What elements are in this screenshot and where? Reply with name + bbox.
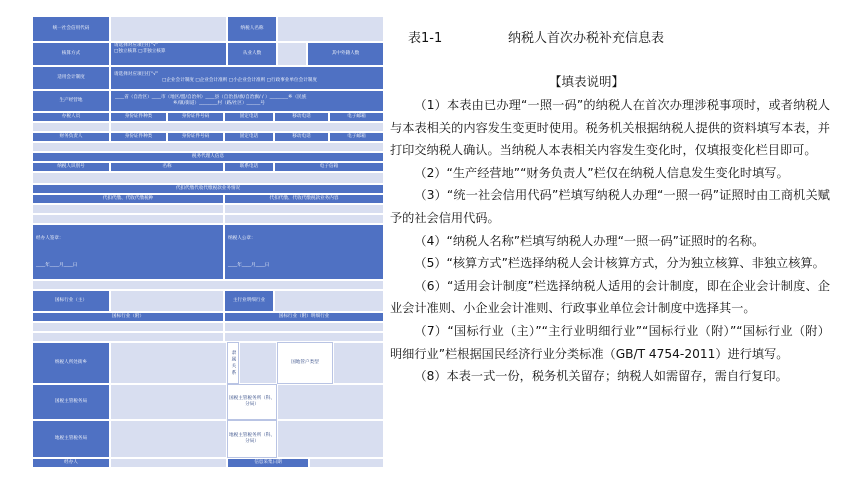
local-tax-office-field[interactable]	[110, 420, 227, 458]
instruction-note: （1）本表由已办理“一照一码”的纳税人在首次办理涉税事项时，或者纳税人与本表相关的内容发生变更时使用。税务机关根据纳税人提供的资料填写本表，并打印交纳税人确认。当纳税人本表相关内容发生变化时，仅填报变化栏目即可。	[390, 98, 830, 158]
withholding-row-2b[interactable]	[224, 214, 384, 224]
instruction-note: （4）“纳税人名称”栏填写纳税人办理“一照一码”证照时的名称。	[414, 233, 765, 248]
industry-main-label: 国标行业（主）	[32, 290, 110, 312]
industry-blank-row	[32, 280, 384, 290]
accounting-system-options-text: □企业会计制度 □企业会计准则 □小企业会计准则 □行政事业单位会计制度	[162, 78, 317, 83]
national-tax-office-field[interactable]	[110, 384, 227, 420]
finance-mobile: 移动电话	[274, 132, 329, 142]
finance-email: 电子邮箱	[329, 132, 384, 142]
agent-email-label: 电子信箱	[274, 162, 384, 172]
credit-code-field[interactable]	[110, 16, 227, 42]
state-account-field[interactable]	[333, 342, 384, 384]
receipt-date-label: 信息采集日期	[227, 458, 309, 468]
taxpayer-name-field[interactable]	[277, 16, 384, 42]
industry-sub-field-1[interactable]	[32, 322, 224, 332]
handler-field[interactable]	[110, 458, 227, 468]
local-tax-branch-field[interactable]	[277, 420, 384, 458]
legal-rep-id-type: 身份证件种类	[110, 112, 167, 122]
handler-label: 经办人	[32, 458, 110, 468]
sub-industry-detail-field-2[interactable]	[224, 332, 384, 342]
tax-info-form	[32, 16, 384, 468]
industry-main-field[interactable]	[110, 290, 224, 312]
credit-code-label: 统一社会信用代码	[32, 16, 110, 42]
state-account-label: 国地管户类型	[277, 342, 333, 384]
legal-rep-row-blank[interactable]	[32, 122, 110, 132]
accounting-method-options[interactable]	[110, 42, 227, 66]
instruction-note: （8）本表一式一份，税务机关留存；纳税人如需留存，需自行复印。	[414, 369, 788, 384]
finance-values[interactable]	[32, 142, 384, 152]
legal-rep-email: 电子邮箱	[329, 112, 384, 122]
accounting-options-text: □独立核算 □非独立核算	[114, 48, 166, 54]
instructions-heading: 【填表说明】	[549, 74, 625, 89]
instruction-note: （2）“生产经营地”“财务负责人”栏仅在纳税人信息发生变化时填写。	[414, 165, 789, 180]
local-tax-branch-label: 地税主管税务所（科、分局）	[227, 420, 277, 458]
employees-field[interactable]	[277, 42, 307, 66]
address-line-1: ____省（自治区）____市（地区/盟/自治州）____县（自治县/旗/自治旗/ / ）________乡（民族	[115, 95, 307, 101]
legal-rep-landline: 固定电话	[224, 112, 274, 122]
national-tax-branch-label: 国税主管税务所（科、分局）	[227, 384, 277, 420]
handler-signature-date: ____年____月____日	[36, 262, 78, 268]
withholding-row-1b[interactable]	[224, 204, 384, 214]
main-industry-detail-field[interactable]	[274, 290, 384, 312]
taxpayer-seal-date: ____年____月____日	[228, 262, 270, 268]
legal-rep-mobile: 移动电话	[274, 112, 329, 122]
finance-id-type: 身份证件种类	[110, 132, 167, 142]
industry-sub-label: 国标行业（附）	[32, 312, 224, 322]
table-number: 表1-1	[408, 31, 443, 46]
withholding-items-label: 代扣代缴、代收代缴税种	[32, 194, 224, 204]
handler-signature-label: 经办人签章：	[36, 235, 64, 241]
instructions-list	[390, 94, 830, 388]
local-tax-office-label: 地税主管税务局	[32, 420, 110, 458]
withholding-row-2a[interactable]	[32, 214, 224, 224]
legal-rep-values[interactable]	[110, 122, 384, 132]
receipt-date-field[interactable]	[309, 458, 384, 468]
agent-name-label: 名称	[110, 162, 224, 172]
agent-id-label: 纳税人识别号	[32, 162, 110, 172]
national-tax-office-label: 国税主管税务局	[32, 384, 110, 420]
industry-sub-field-2[interactable]	[32, 332, 224, 342]
affiliation-label: 纳税人所处街乡	[32, 342, 110, 384]
sub-industry-detail-label: 国标行业（附）明细行业	[224, 312, 384, 322]
employees-label: 从业人数	[227, 42, 277, 66]
taxpayer-name-label: 纳税人名称	[227, 16, 277, 42]
affiliation-rel-label: 隶属关系	[227, 342, 239, 384]
business-location-label: 生产经营地	[32, 90, 110, 112]
finance-head-label: 财务负责人	[32, 132, 110, 142]
instruction-note: （3）“统一社会信用代码”栏填写纳税人办理“一照一码”证照时由工商机关赋予的社会信用代码。	[390, 188, 830, 225]
page-title: 纳税人首次办税补充信息表	[508, 31, 665, 46]
withholding-content-label: 代扣代缴、代收代缴税款业务内容	[224, 194, 384, 204]
withholding-header: 代扣代缴代收代缴税款业务情况	[32, 184, 384, 194]
agent-values[interactable]	[32, 172, 384, 184]
finance-id-number: 身份证件号码	[167, 132, 224, 142]
accounting-method-label: 核算方式	[32, 42, 110, 66]
finance-landline: 固定电话	[224, 132, 274, 142]
legal-rep-id-number: 身份证件号码	[167, 112, 224, 122]
withholding-row-1a[interactable]	[32, 204, 224, 214]
accounting-system-label: 适用会计制度	[32, 66, 110, 90]
accounting-hint: 请选择对应项目打“√”	[114, 43, 159, 48]
accounting-system-hint: 请选择对应项目打“√”	[114, 72, 159, 78]
taxpayer-seal-block[interactable]	[224, 224, 384, 280]
business-location-field[interactable]	[110, 90, 384, 112]
taxpayer-seal-label: 纳税人公章：	[228, 235, 256, 241]
main-industry-detail-label: 主行业明细行业	[224, 290, 274, 312]
accounting-system-options[interactable]	[110, 66, 384, 90]
legal-rep-label: 办税人员	[32, 112, 110, 122]
tax-agent-header: 税务代理人信息	[32, 152, 384, 162]
affiliation-rel-field[interactable]	[239, 342, 277, 384]
instructions-panel	[390, 20, 830, 480]
instruction-note: （5）“核算方式”栏选择纳税人会计核算方式，分为独立核算、非独立核算。	[414, 256, 825, 271]
sub-industry-detail-field-1[interactable]	[224, 322, 384, 332]
agent-phone-label: 联系电话	[224, 162, 274, 172]
handler-signature-block[interactable]	[32, 224, 224, 280]
instruction-note: （6）“适用会计制度”栏选择纳税人适用的会计制度，即在企业会计制度、企业会计准则、小企业会计准则、行政事业单位会计制度中选择其一。	[390, 278, 830, 316]
address-line-2: 乡/镇/街道）________村（路/社区）______号	[173, 101, 265, 106]
national-tax-branch-field[interactable]	[277, 384, 384, 420]
foreign-staff-label: 其中外籍人数	[307, 42, 384, 66]
affiliation-field[interactable]	[110, 342, 227, 384]
instruction-note: （7）“国标行业（主）”“主行业明细行业”“国标行业（附）”“国标行业（附）明细行业”栏根据国民经济行业分类标准（GB/T 4754-2011）进行填写。	[390, 323, 830, 361]
